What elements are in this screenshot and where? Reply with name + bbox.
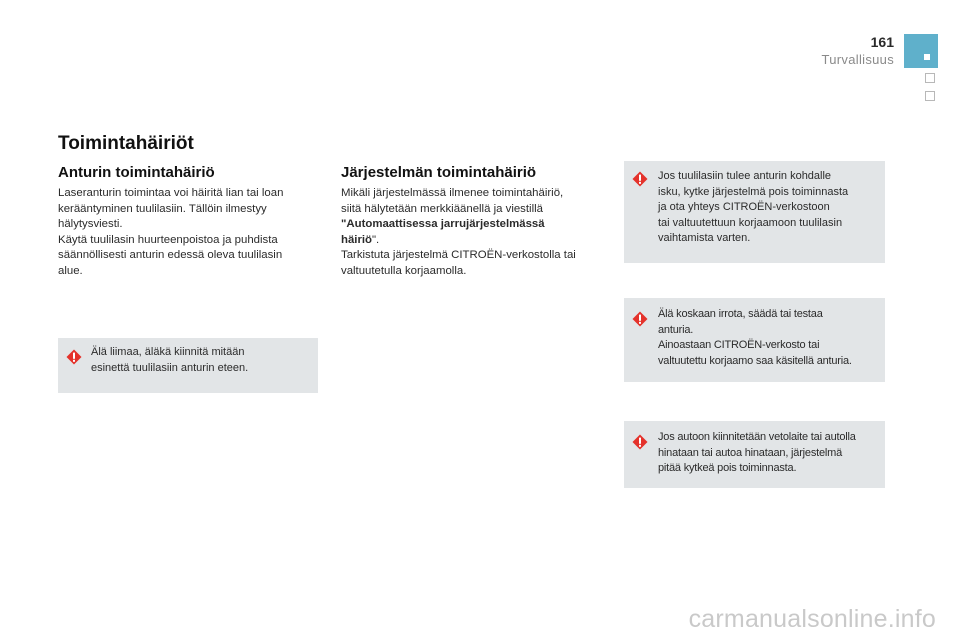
warning-exclamation-icon: [632, 311, 648, 327]
watermark: carmanualsonline.info: [688, 605, 936, 633]
warning-text: [658, 307, 852, 369]
text-line: Mikäli järjestelmässä ilmenee toimintahäiriö,: [341, 187, 564, 199]
chapter-tab-next-2[interactable]: [925, 91, 935, 101]
text-line: Käytä tuulilasin huurteenpoistoa ja puhdista: [58, 233, 278, 246]
text-line: Jos tuulilasiin tulee anturin kohdalle: [658, 170, 832, 182]
warning-box-windscreen-impact: [624, 161, 885, 263]
text-line: ja ota yhteys CITROËN-verkostoon: [658, 201, 830, 214]
text-line: siitä hälytetään merkkiäänellä ja viestillä: [341, 202, 543, 215]
text-line: kerääntyminen tuulilasiin. Tällöin ilmestyy: [58, 202, 267, 215]
text-line: isku, kytke järjestelmä pois toiminnasta: [658, 185, 849, 198]
alert-message-text-end: häiriö: [341, 233, 373, 246]
text-line: valtuutetulla korjaamolla.: [341, 264, 467, 277]
sensor-fault-text: [58, 186, 283, 280]
warning-box-towing: [624, 421, 885, 488]
warning-text: [658, 430, 856, 477]
warning-exclamation-icon: [66, 349, 82, 365]
text-line: Älä liimaa, äläkä kiinnitä mitään: [91, 346, 245, 358]
warning-text: [91, 345, 248, 376]
section-label: Turvallisuus: [821, 52, 894, 67]
system-fault-title: Järjestelmän toimintahäiriö: [341, 164, 537, 181]
text-line: alue.: [58, 264, 83, 277]
system-fault-text: [341, 186, 576, 280]
warning-text: [658, 169, 848, 247]
text-line: valtuutettu korjaamo saa käsitellä anturia.: [658, 354, 852, 367]
chapter-tab-current[interactable]: [904, 34, 938, 68]
text-line: Jos autoon kiinnitetään vetolaite tai autolla: [658, 431, 856, 443]
chapter-tab-marker-icon: [924, 54, 930, 60]
text-line: vaihtamista varten.: [658, 232, 751, 245]
warning-box-no-tampering: [624, 298, 885, 382]
sensor-fault-title: Anturin toimintahäiriö: [58, 164, 215, 181]
text-line: anturia.: [658, 323, 694, 336]
text-line: Älä koskaan irrota, säädä tai testaa: [658, 308, 823, 320]
text-line: Laseranturin toimintaa voi häiritä lian tai loan: [58, 187, 284, 199]
chapter-tab-next[interactable]: [925, 73, 935, 83]
page-number: 161: [870, 34, 894, 50]
warning-box-no-sticking: [58, 338, 318, 393]
text-line: Tarkistuta järjestelmä CITROËN-verkostolla tai: [341, 249, 576, 262]
text-line: esinettä tuulilasiin anturin eteen.: [91, 361, 249, 374]
text-line: säännöllisesti anturin edessä oleva tuulilasin: [58, 249, 283, 262]
text-line: hinataan tai autoa hinataan, järjestelmä: [658, 446, 843, 459]
text-line: hälytysviesti.: [58, 218, 123, 231]
text-fragment: ".: [372, 233, 380, 246]
page-title: Toimintahäiriöt: [58, 133, 194, 154]
alert-message-text: "Automaattisessa jarrujärjestelmässä: [341, 218, 545, 231]
warning-exclamation-icon: [632, 434, 648, 450]
text-line: Ainoastaan CITROËN-verkosto tai: [658, 339, 820, 352]
text-line: pitää kytkeä pois toiminnasta.: [658, 462, 797, 475]
text-line: tai valtuutettuun korjaamoon tuulilasin: [658, 216, 843, 229]
warning-exclamation-icon: [632, 171, 648, 187]
